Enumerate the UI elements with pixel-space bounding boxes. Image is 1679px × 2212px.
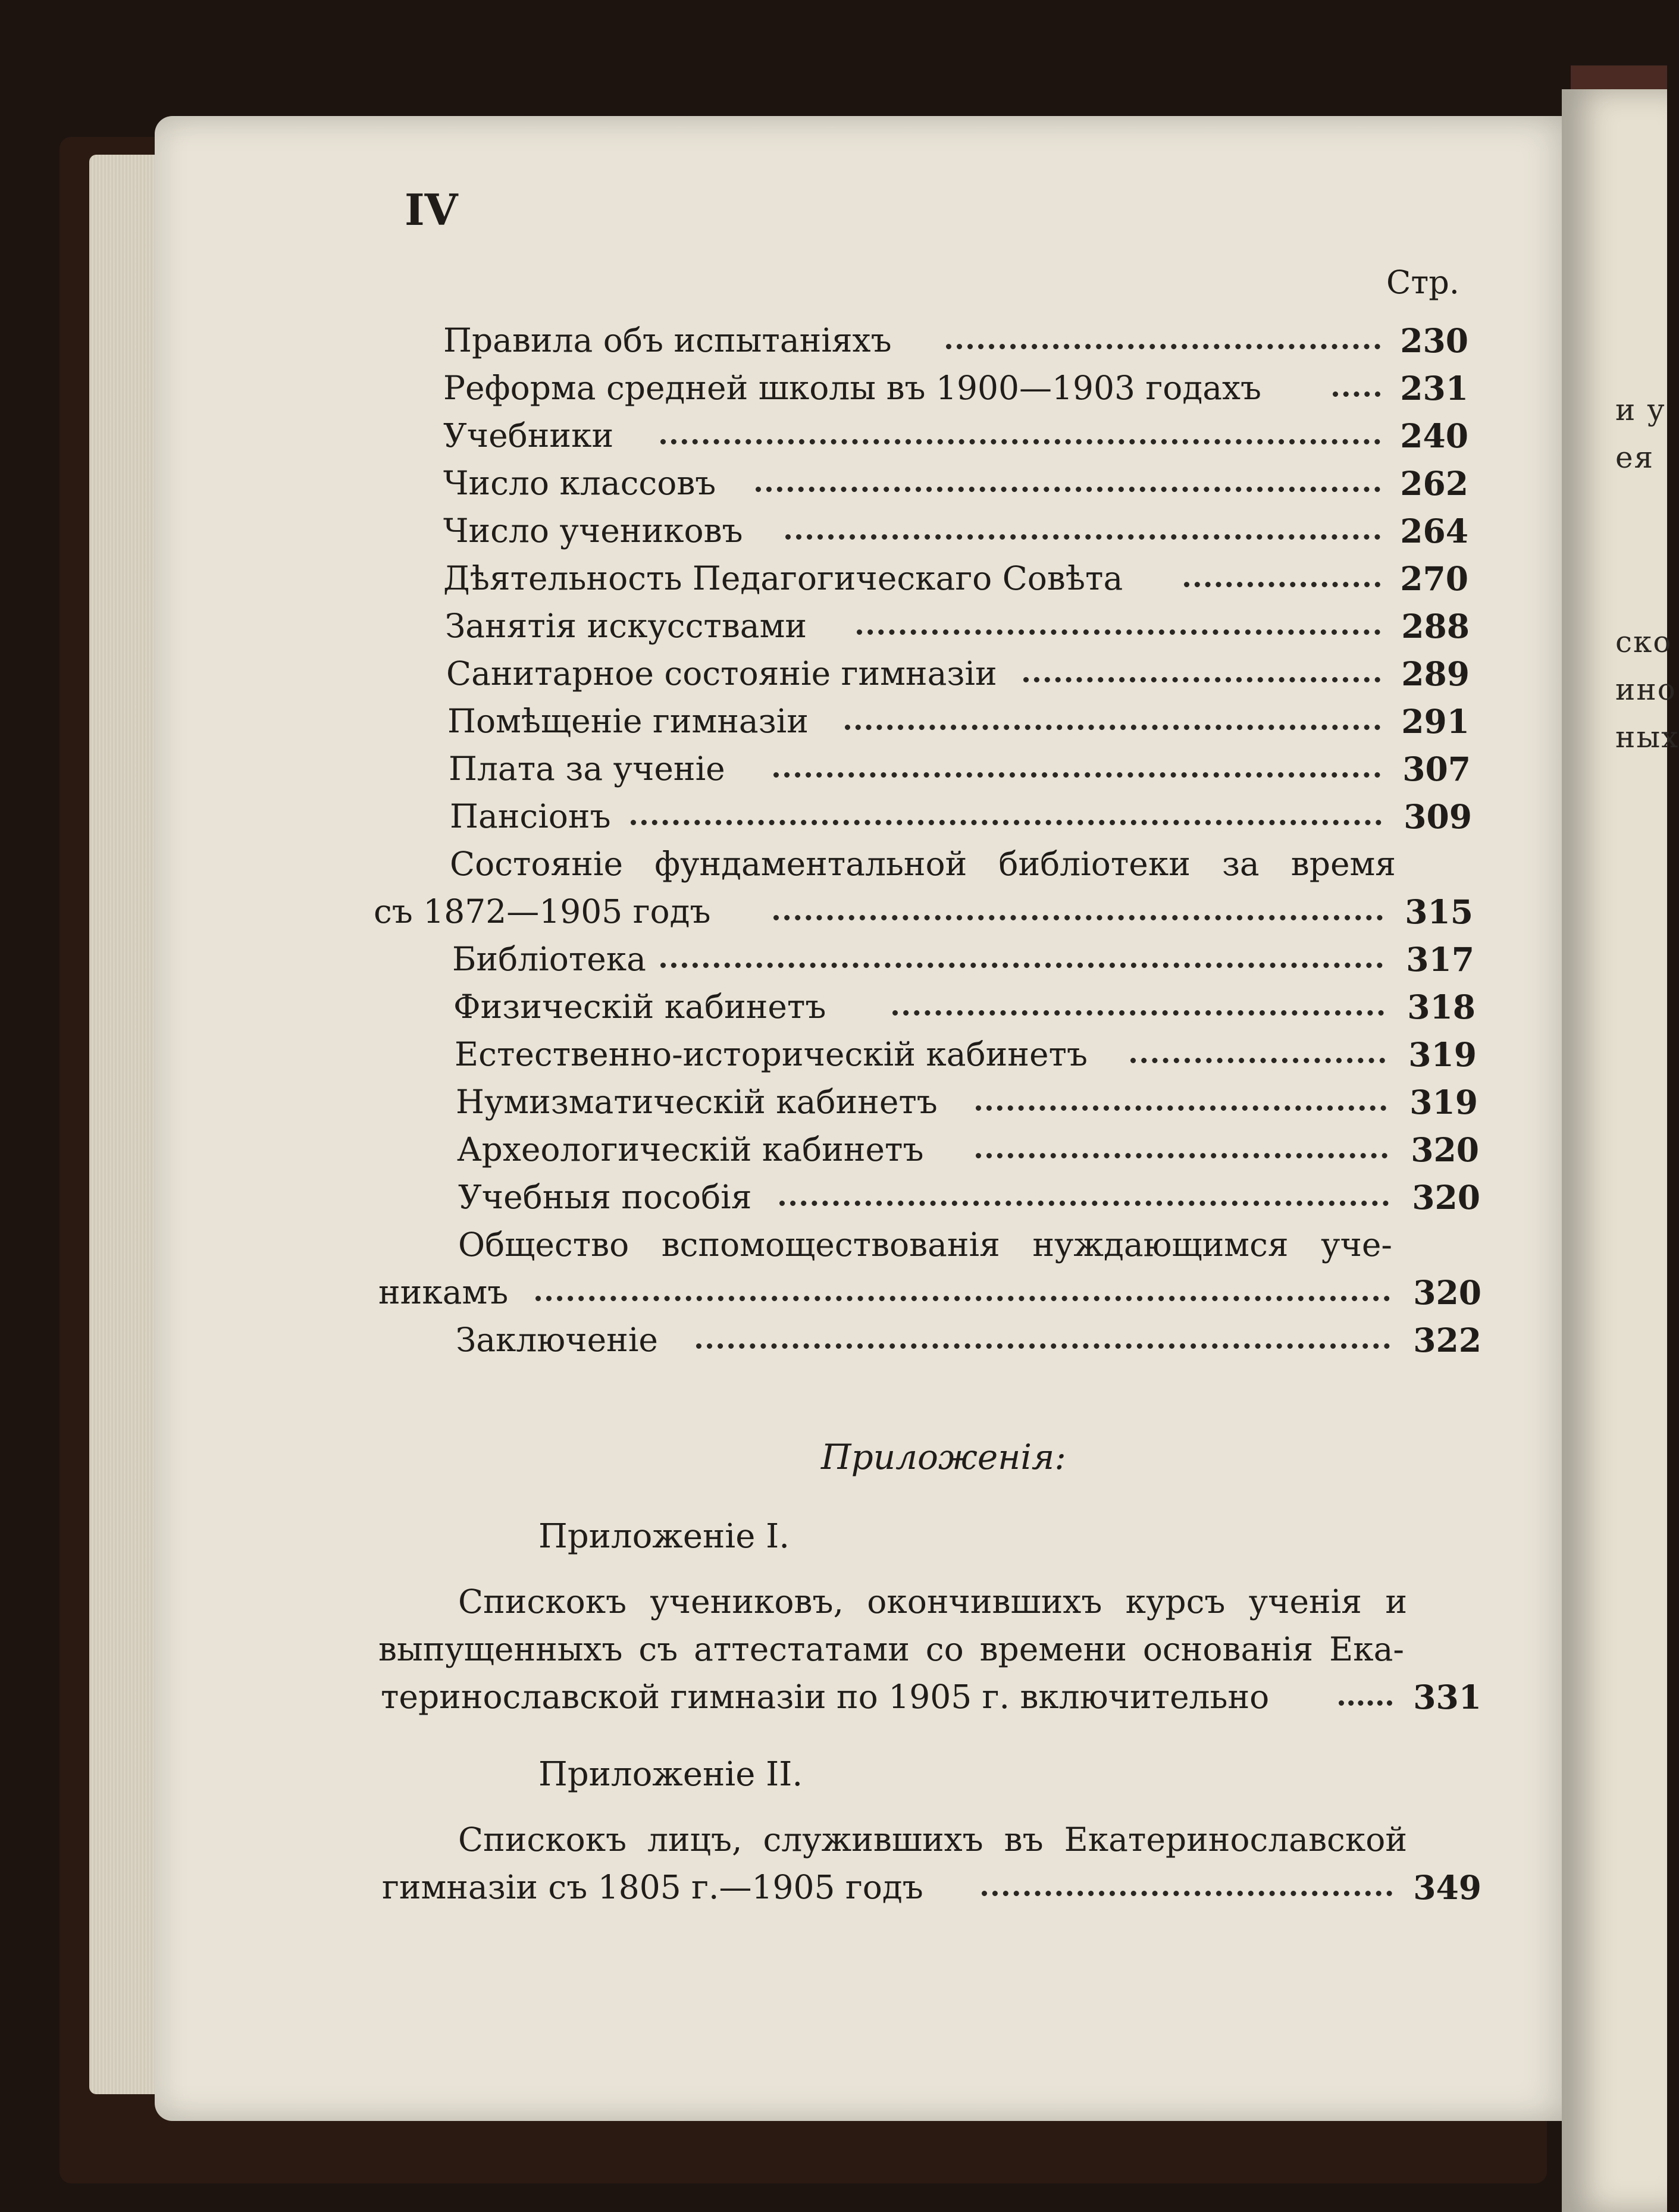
toc-entry-title: Физическій кабинетъ — [453, 988, 826, 1026]
toc-entry-page: 319 — [1409, 1083, 1478, 1121]
toc-entry-page: 322 — [1413, 1321, 1481, 1359]
appendix-2-page: 349 — [1413, 1868, 1481, 1907]
toc-entry-page: 230 — [1400, 321, 1468, 360]
right-page-text: ско — [1615, 625, 1672, 659]
toc-entry-title: Заключеніе — [456, 1321, 658, 1359]
toc-entry-page: 320 — [1413, 1273, 1481, 1312]
toc-entry-page: 231 — [1400, 369, 1468, 408]
toc-leader — [1339, 1700, 1392, 1706]
toc-entry-page: 309 — [1404, 797, 1472, 836]
toc-leader — [660, 963, 1383, 968]
toc-leader — [976, 1105, 1386, 1111]
toc-leader — [696, 1343, 1390, 1349]
right-page-text: ино — [1615, 672, 1677, 707]
appendix-1-text: Спискокъ учениковъ, окончившихъ курсъ ученія и — [458, 1583, 1407, 1621]
toc-leader — [535, 1296, 1390, 1301]
toc-entry-title: Дѣятельность Педагогическаго Совѣта — [443, 559, 1123, 597]
page-number: IV — [405, 184, 458, 235]
toc-entry-page: 320 — [1411, 1130, 1479, 1169]
right-page — [1562, 89, 1679, 2212]
toc-entry-page: 319 — [1408, 1035, 1477, 1074]
toc-entry-page: 317 — [1406, 940, 1474, 979]
appendix-1-text: теринославской гимназіи по 1905 г. включительно — [381, 1678, 1270, 1716]
toc-entry-title: Плата за ученіе — [449, 750, 725, 788]
toc-entry-title: Естественно-историческій кабинетъ — [455, 1035, 1088, 1073]
page-column-header: Стр. — [1386, 264, 1459, 301]
toc-entry-title: Состояніе фундаментальной библіотеки за время — [450, 845, 1396, 883]
toc-entry-title: Общество вспомоществованія нуждающимся уче- — [458, 1226, 1392, 1264]
toc-entry-page: 318 — [1407, 988, 1476, 1026]
toc-leader — [756, 487, 1380, 492]
toc-entry-title: Учебныя пособія — [458, 1178, 752, 1216]
toc-leader — [892, 1010, 1384, 1016]
toc-entry-page: 240 — [1400, 416, 1468, 455]
toc-entry-title: Число учениковъ — [443, 512, 743, 550]
toc-leader — [1023, 677, 1380, 682]
toc-leader — [773, 915, 1383, 920]
appendices-heading: Приложенія: — [821, 1437, 1066, 1477]
right-page-text: ных — [1615, 720, 1679, 754]
toc-leader — [773, 772, 1380, 778]
toc-entry-page: 291 — [1401, 702, 1470, 741]
toc-entry-title: Санитарное состояніе гимназіи — [446, 654, 997, 693]
toc-entry-title: Правила объ испытаніяхъ — [443, 321, 892, 359]
right-page-text: ея — [1615, 440, 1655, 475]
toc-leader — [976, 1153, 1387, 1158]
toc-entry-page: 270 — [1400, 559, 1468, 598]
toc-entry-page: 289 — [1401, 654, 1470, 693]
toc-entry-page: 307 — [1402, 750, 1471, 788]
toc-entry-page: 315 — [1405, 892, 1473, 931]
toc-leader — [660, 439, 1380, 444]
toc-leader — [946, 344, 1380, 349]
toc-entry-title: Помѣщеніе гимназіи — [447, 702, 809, 740]
appendix-1-label: Приложеніе I. — [538, 1517, 790, 1556]
toc-entry-title: Археологическій кабинетъ — [457, 1130, 924, 1168]
appendix-2-label: Приложеніе II. — [538, 1755, 803, 1794]
toc-entry-title-cont: съ 1872—1905 годъ — [374, 892, 711, 930]
appendix-2-text: Спискокъ лицъ, служившихъ въ Екатеринославской — [458, 1821, 1407, 1859]
toc-entry-title: Реформа средней школы въ 1900—1903 годахъ — [443, 369, 1262, 407]
toc-leader — [982, 1891, 1392, 1896]
appendix-1-page: 331 — [1413, 1678, 1481, 1716]
toc-leader — [631, 820, 1382, 825]
toc-entry-page: 320 — [1412, 1178, 1480, 1217]
toc-entry-title: Учебники — [443, 416, 614, 455]
toc-leader — [1130, 1058, 1385, 1063]
appendix-2-text: гимназіи съ 1805 г.—1905 годъ — [382, 1868, 923, 1906]
toc-leader — [857, 629, 1380, 635]
toc-entry-page: 262 — [1400, 464, 1468, 503]
toc-leader — [785, 534, 1380, 540]
toc-entry-page: 264 — [1400, 512, 1468, 550]
toc-leader — [779, 1201, 1389, 1206]
appendix-1-text: выпущенныхъ съ аттестатами со времени основанія Ека- — [378, 1630, 1404, 1668]
toc-entry-title: Библіотека — [452, 940, 646, 978]
right-page-text: и у — [1615, 393, 1666, 427]
toc-entry-title: Нумизматическій кабинетъ — [456, 1083, 938, 1121]
toc-entry-page: 288 — [1401, 607, 1470, 646]
toc-leader — [1333, 391, 1380, 397]
toc-entry-title: Число классовъ — [443, 464, 716, 502]
toc-entry-title: Пансіонъ — [450, 797, 611, 835]
toc-leader — [1184, 582, 1380, 587]
toc-entry-title-cont: никамъ — [378, 1273, 509, 1311]
toc-entry-title: Занятія искусствами — [445, 607, 807, 645]
toc-leader — [845, 725, 1380, 730]
